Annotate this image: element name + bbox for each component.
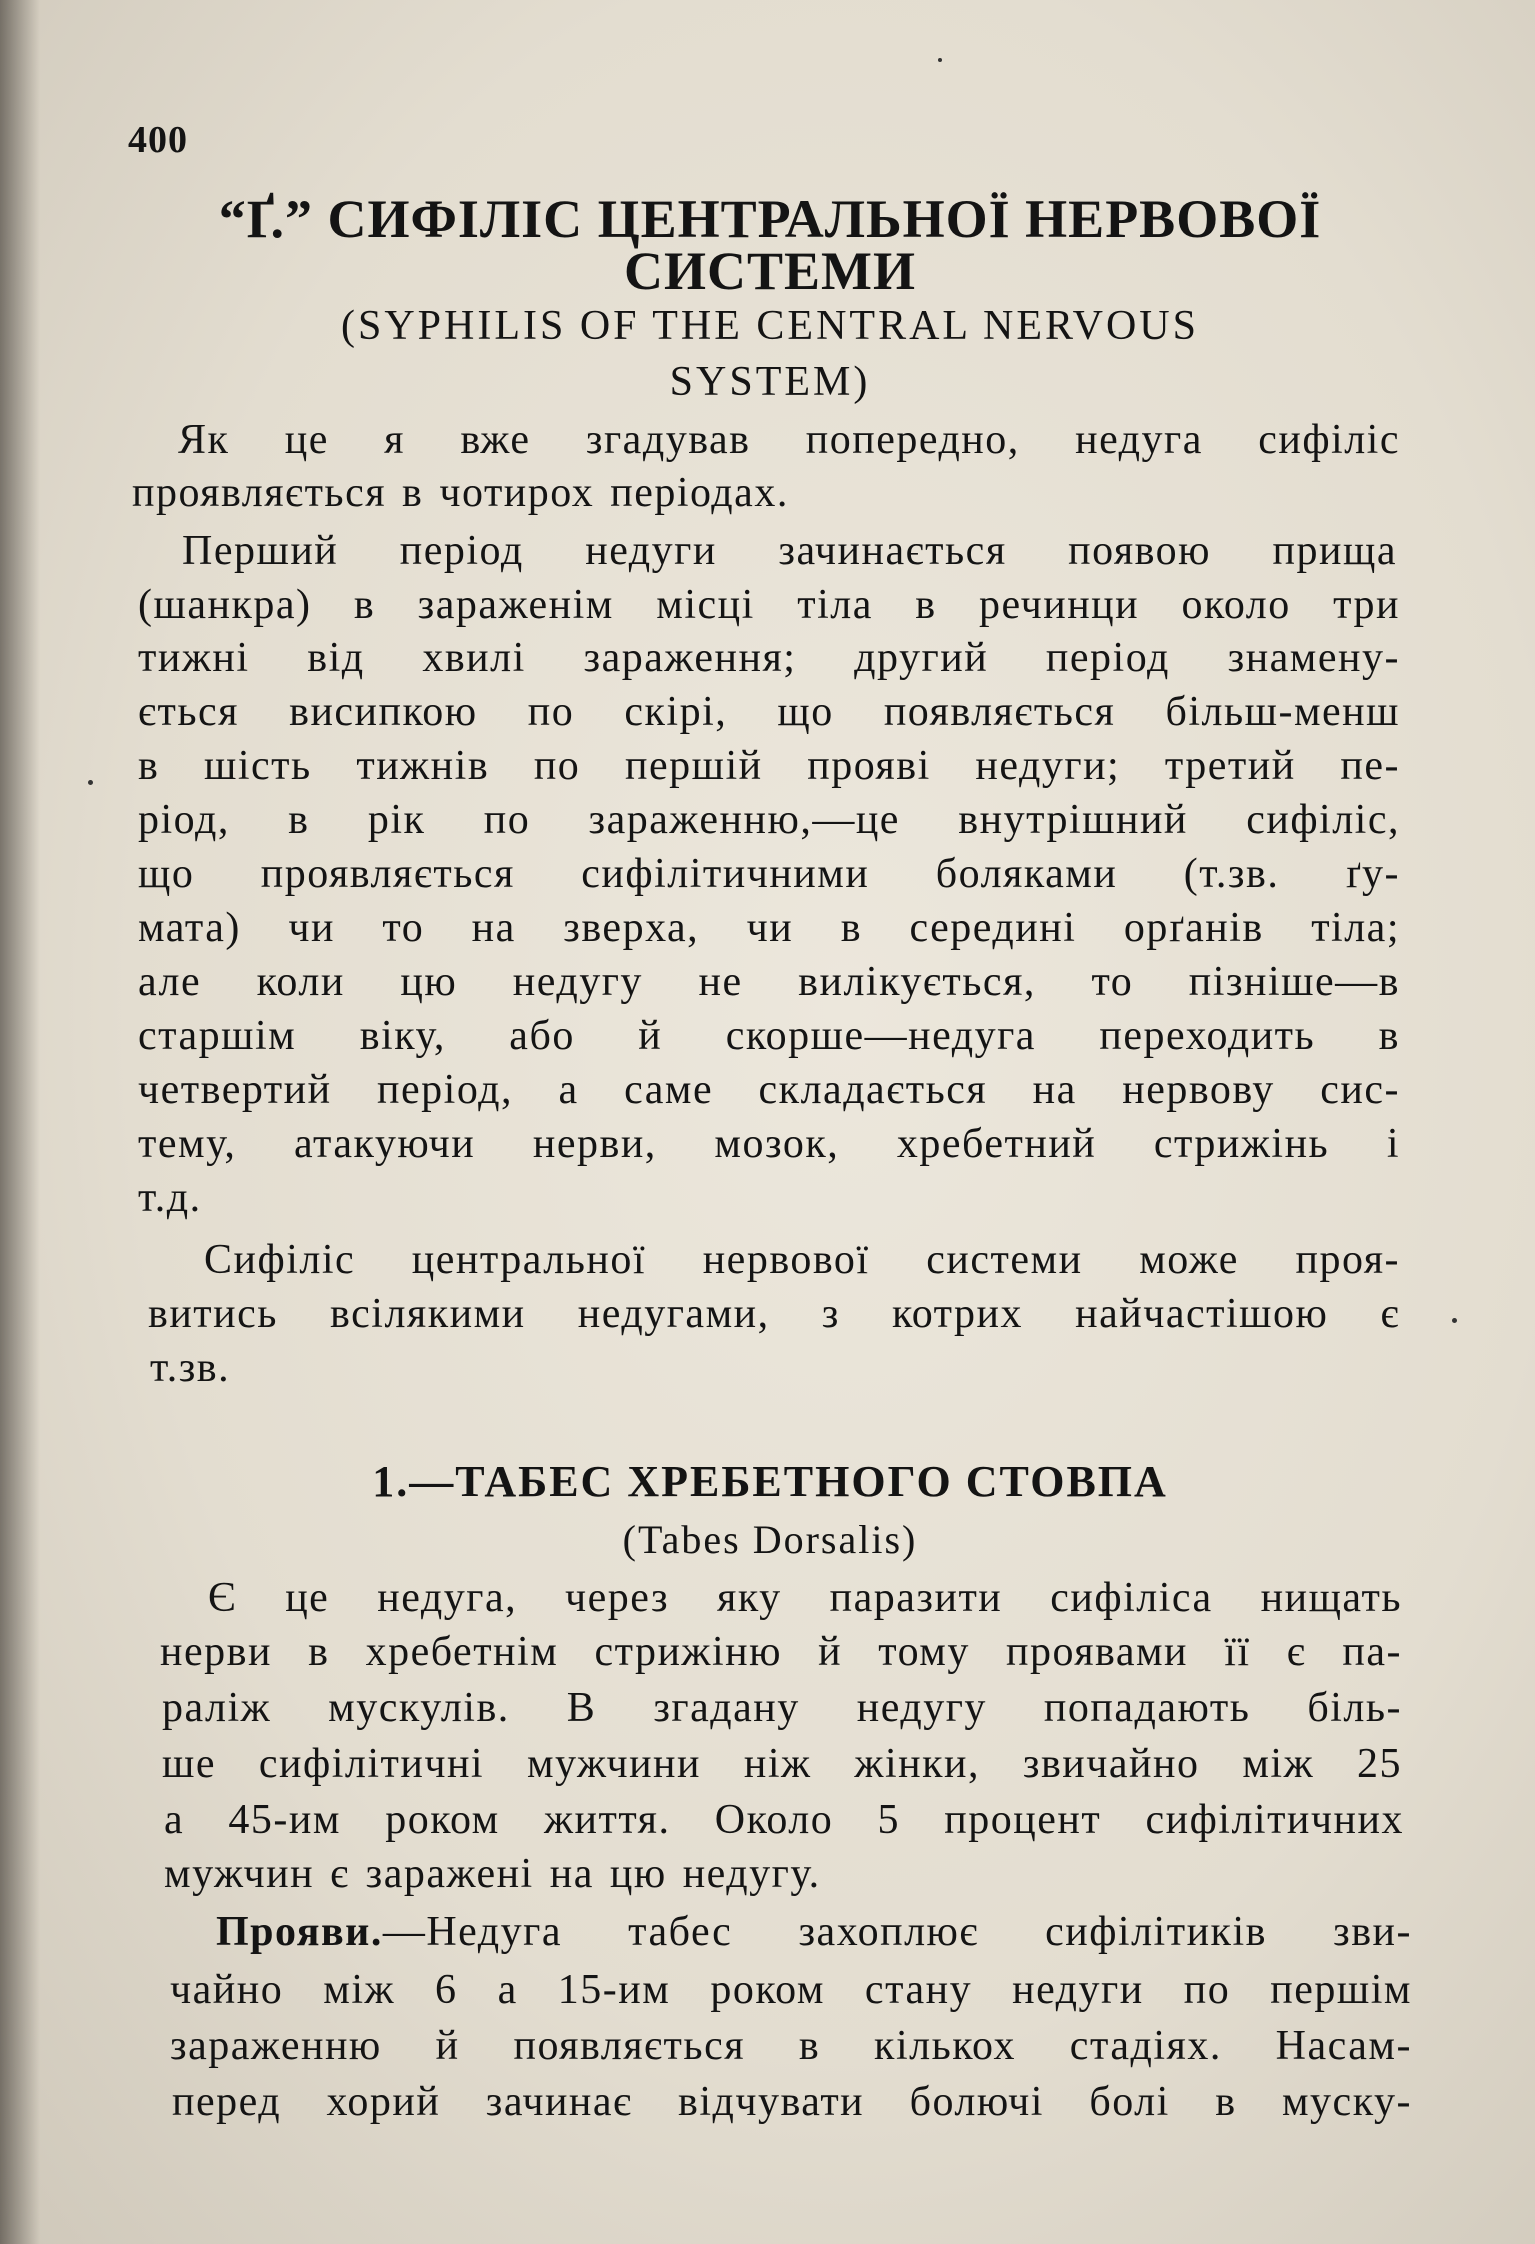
- paragraph-2-line: четвертий період, а саме складається на нервову сис-: [138, 1067, 1400, 1113]
- paragraph-2-line: старшім віку, або й скорше—недуга переходить в: [138, 1013, 1400, 1059]
- paragraph-2-line: ється висипкою по скірі, що появляється більш-менш: [138, 689, 1400, 735]
- paragraph-4-line: Є це недуга, через яку паразити сифіліса нищать: [208, 1575, 1402, 1621]
- paragraph-5-line: [216, 1908, 1412, 1956]
- chapter-subtitle-line-1: (SYPHILIS OF THE CENTRAL NERVOUS: [340, 303, 1199, 349]
- paragraph-4-line: мужчин є заражені на цю недугу.: [164, 1851, 821, 1897]
- symptoms-lead-word: Прояви.: [216, 1909, 383, 1955]
- paragraph-1-line: Як це я вже згадував попередно, недуга сифіліс: [178, 417, 1400, 463]
- chapter-title-line-2: СИСТЕМИ: [623, 241, 916, 301]
- paragraph-2-line: ріод, в рік по зараженню,—це внутрішний сифіліс,: [138, 797, 1400, 843]
- paragraph-5-line: чайно між 6 а 15-им роком стану недуги по першім: [170, 1967, 1412, 2013]
- spine-shadow: [0, 0, 40, 2244]
- paragraph-2-line: але коли цю недугу не вилікується, то пізніше—в: [138, 959, 1400, 1005]
- paragraph-2-line: т.д.: [138, 1175, 202, 1221]
- paper-speck: [938, 58, 942, 62]
- paper-speck: [1452, 1318, 1457, 1323]
- paragraph-3-line: витись всілякими недугами, з котрих найчастішою є: [148, 1291, 1400, 1337]
- page-number: 400: [128, 119, 188, 161]
- paragraph-4-line: нерви в хребетнім стрижіню й тому проявами її є па-: [160, 1629, 1402, 1675]
- paragraph-4-line: раліж мускулів. В згадану недугу попадають біль-: [162, 1685, 1402, 1731]
- paragraph-2-line: мата) чи то на зверха, чи в середині орґанів тіла;: [138, 905, 1400, 951]
- chapter-subtitle-line-2: SYSTEM): [669, 359, 871, 405]
- paragraph-2-line: в шість тижнів по першій прояві недуги; третий пе-: [138, 743, 1400, 789]
- paragraph-2-line: що проявляється сифілітичними боляками (т.зв. ґу-: [138, 851, 1400, 897]
- paragraph-4-line: а 45-им роком життя. Около 5 процент сифілітичних: [164, 1797, 1404, 1843]
- paragraph-4-line: ше сифілітичні мужчини ніж жінки, звичайно між 25: [162, 1741, 1402, 1787]
- paper-speck: [88, 780, 93, 785]
- paragraph-1-line: проявляється в чотирох періодах.: [132, 470, 789, 516]
- paragraph-3-line: т.зв.: [150, 1345, 231, 1391]
- section-title: 1.—ТАБЕС ХРЕБЕТНОГО СТОВПА: [372, 1457, 1168, 1506]
- paragraph-3-line: Сифіліс центральної нервової системи може проя-: [204, 1237, 1400, 1283]
- paragraph-2-line: Перший період недуги зачинається появою прища: [182, 528, 1397, 574]
- paragraph-2-line: тижні від хвилі зараження; другий період знамену-: [138, 635, 1400, 681]
- paragraph-2-line: (шанкра) в зараженім місці тіла в речинци около три: [138, 582, 1400, 628]
- paragraph-5-first-rest: —Недуга табес захоплює сифілітиків зви-: [382, 1909, 1412, 1955]
- paragraph-2-line: тему, атакуючи нерви, мозок, хребетний стрижінь і: [138, 1121, 1400, 1167]
- paragraph-5-line: перед хорий зачинає відчувати болючі болі в муску-: [172, 2079, 1412, 2125]
- paragraph-5-line: зараженню й появляється в кількох стадіях. Насам-: [170, 2023, 1412, 2069]
- chapter-title-line-1: “Ґ.” СИФІЛІС ЦЕНТРАЛЬНОЇ НЕРВОВОЇ: [218, 189, 1322, 249]
- section-latin-name: (Tabes Dorsalis): [622, 1517, 918, 1562]
